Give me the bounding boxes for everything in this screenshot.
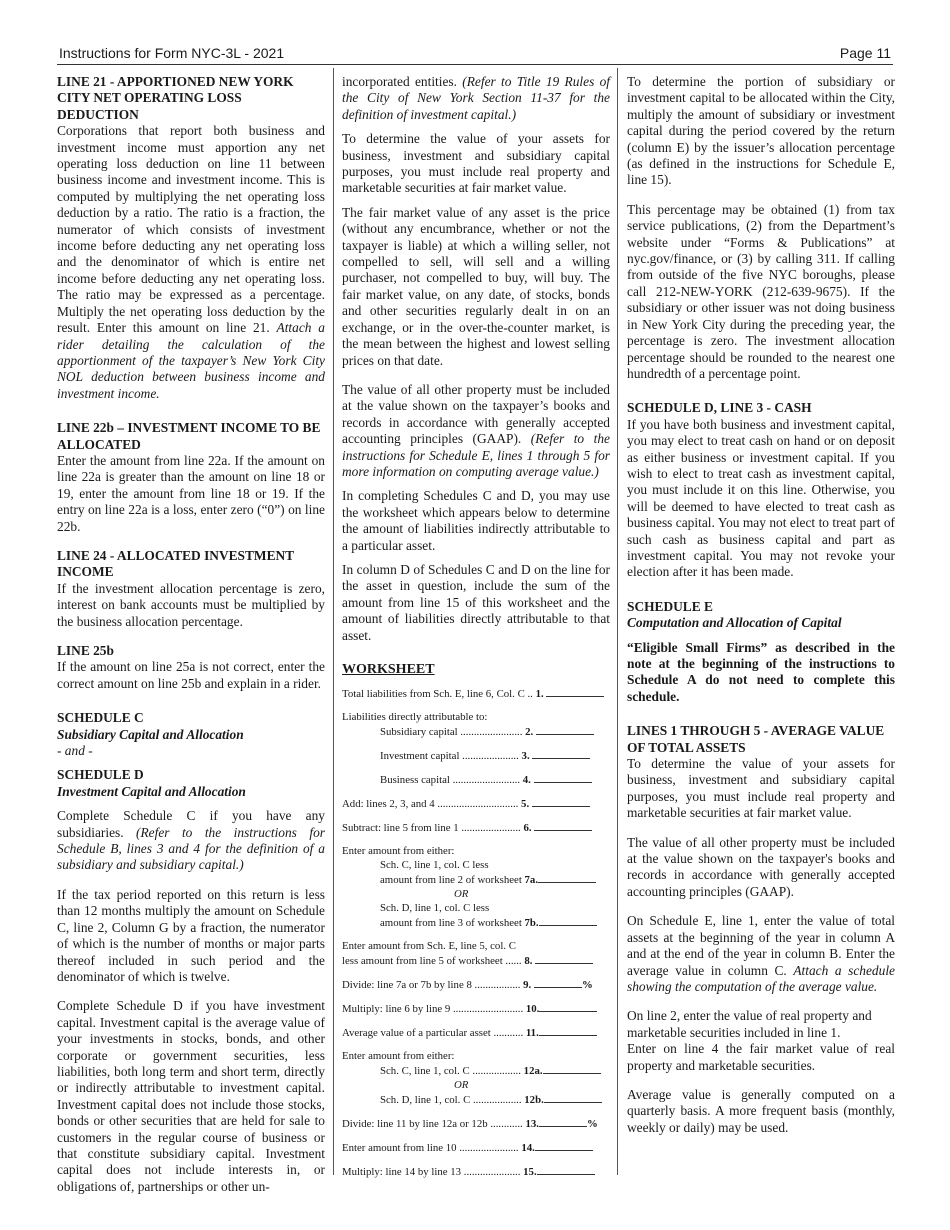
entry-line[interactable] bbox=[544, 1092, 602, 1103]
or-separator: OR bbox=[454, 888, 469, 901]
entry-line[interactable] bbox=[539, 1116, 587, 1127]
column-2 bbox=[342, 74, 610, 1188]
worksheet-row: Total liabilities from Sch. E, line 6, Col. C .. 1. bbox=[342, 686, 610, 701]
worksheet-row: Liabilities directly attributable to: bbox=[342, 711, 488, 724]
section-heading: SCHEDULE D, LINE 3 - CASH bbox=[627, 400, 812, 416]
paragraph: The fair market value of any asset is the price (without any encumbrance, whether or not the taxpayer is liable) at which a willing seller, not compelled to sell, will sell and a willing purchaser, not compelled to buy, will buy. The fair market value, on any date, of stocks, bonds and other securities regularly dealt in on an exchange, or in the over-the-counter market, is the mean between the highest and lowest selling prices on that date. bbox=[342, 204, 610, 368]
entry-line[interactable] bbox=[543, 1063, 601, 1074]
paragraph: The value of all other property must be included at the value shown on the taxpayer’s books and records in accordance with generally accepted accounting principles (GAAP). (Refer to the instructions for Schedule E, lines 1 through 5 for more information on computing average value.) bbox=[342, 381, 610, 479]
paragraph: Corporations that report both business and investment income must apportion any net operating loss deduction on line 11 between business income and investment income. This is computed by multiplying the net operating loss deduction by a ratio. The ratio is a fraction, the numerator of which consists of investment income before deducting any net operating loss and the denominator of which is entire net income before deducting any net operating loss. The ratio may be expressed as a percentage. Multiply the net operating loss deduction by the result. Enter this amount on line 21. Attach a rider detailing the calculation of the apportionment of the taxpayer’s New York City NOL deduction between business income and investment income. bbox=[57, 123, 325, 401]
entry-line[interactable] bbox=[534, 820, 592, 831]
paragraph: The value of all other property must be included at the value shown on the taxpayer's books and records in accordance with generally accepted accounting principles (GAAP). bbox=[627, 834, 895, 899]
section-subheading: Investment Capital and Allocation bbox=[57, 783, 246, 799]
entry-line[interactable] bbox=[534, 772, 592, 783]
section-heading: SCHEDULE E bbox=[627, 598, 713, 614]
entry-line[interactable] bbox=[536, 724, 594, 735]
worksheet-row: Multiply: line 14 by line 13 ..................... 15. bbox=[342, 1164, 610, 1179]
worksheet-row: Divide: line 7a or 7b by line 8 ................. 9. % bbox=[342, 979, 593, 992]
paragraph: To determine the value of your assets for business, investment and subsidiary capital purposes, you must include real property and marketable securities at fair market value. bbox=[627, 756, 895, 821]
paragraph: Enter the amount from line 22a. If the amount on line 22a is greater than the amount on line 18 or 19, enter the amount from line 18 or 19. If the entry on line 22a is a loss, enter zero (“0”) on line 22b. bbox=[57, 452, 325, 534]
column-1 bbox=[57, 74, 325, 1195]
worksheet-row: Average value of a particular asset ........... 11. bbox=[342, 1025, 610, 1040]
worksheet-title: WORKSHEET bbox=[342, 662, 435, 677]
section-heading: LINE 24 - ALLOCATED INVESTMENT INCOME bbox=[57, 547, 294, 580]
entry-line[interactable] bbox=[534, 977, 582, 988]
entry-line[interactable] bbox=[532, 796, 590, 807]
worksheet-row: Sch. C, line 1, col. C .................. 12a. bbox=[342, 1063, 610, 1078]
worksheet-row: Divide: line 11 by line 12a or 12b ............ 13. % bbox=[342, 1118, 598, 1131]
paragraph: Average value is generally computed on a quarterly basis. A more frequent basis (monthly, weekly or daily) may be used. bbox=[627, 1086, 895, 1135]
section-heading: SCHEDULE D bbox=[57, 767, 144, 783]
worksheet-row: Sch. D, line 1, col. C less amount from line 3 of worksheet 7b. bbox=[342, 901, 610, 930]
worksheet-row: Subsidiary capital ....................... 2. bbox=[342, 724, 610, 739]
paragraph: In column D of Schedules C and D on the line for the asset in question, include the sum of the amount from line 15 of this worksheet and the amount of liabilities directly attributable to that asset. bbox=[342, 561, 610, 643]
worksheet-row: Investment capital ..................... 3. bbox=[342, 748, 610, 763]
worksheet-row: Enter amount from either: bbox=[342, 1050, 455, 1063]
entry-line[interactable] bbox=[538, 872, 596, 883]
worksheet-row: Subtract: line 5 from line 1 ...................... 6. bbox=[342, 820, 610, 835]
entry-line[interactable] bbox=[535, 1140, 593, 1151]
connector-text: - and - bbox=[57, 743, 93, 759]
section-heading: LINE 25b bbox=[57, 643, 114, 658]
worksheet-row: Business capital ......................... 4. bbox=[342, 772, 610, 787]
or-separator: OR bbox=[454, 1079, 469, 1092]
column-3 bbox=[627, 74, 895, 1136]
section-heading: LINE 21 - APPORTIONED NEW YORK CITY NET OPERATING LOSS DEDUCTION bbox=[57, 74, 294, 122]
page-number: Page 11 bbox=[839, 45, 891, 61]
worksheet-row: Enter amount from line 10 ...................... 14. bbox=[342, 1140, 610, 1155]
paragraph: If the tax period reported on this return is less than 12 months multiply the amount on Schedule C, line 2, Column G by a fraction, the numerator of which is the number of months or major parts thereof included in such period and the denominator of which is twelve. bbox=[57, 886, 325, 984]
entry-line[interactable] bbox=[539, 1025, 597, 1036]
paragraph: If the investment allocation percentage is zero, interest on bank accounts must be multiplied by the business allocation percentage. bbox=[57, 580, 325, 629]
form-title: Instructions for Form NYC-3L - 2021 bbox=[59, 45, 285, 61]
paragraph: To determine the portion of subsidiary or investment capital to be allocated within the City, multiply the amount of subsidiary or investment capital during the period covered by the return (column E) by the issuer’s allocation percentage (as defined in the instructions for Schedule E, line 15). bbox=[627, 74, 895, 188]
note: “Eligible Small Firms” as described in the note at the beginning of the instructions to Schedule A do not need to complete this schedule. bbox=[627, 639, 895, 704]
paragraph: This percentage may be obtained (1) from tax service publications, (2) from the Department’s website under “Forms & Publications” at nyc.gov/finance, or (3) by calling 311. If calling from outside of the five NYC boroughs, please call 212-NEW-YORK (212-639-9675). If the subsidiary or other issuer was not doing business in New York City during the preceding year, the percentage is zero. The investment allocation percentage should be rounded to the nearest one hundredth of a percentage point. bbox=[627, 201, 895, 381]
column-divider bbox=[617, 68, 618, 1175]
paragraph: incorporated entities. (Refer to Title 19 Rules of the City of New York Section 11-37 for the definition of investment capital.) bbox=[342, 74, 610, 122]
section-subheading: Subsidiary Capital and Allocation bbox=[57, 726, 244, 742]
paragraph: To determine the value of your assets for business, investment and subsidiary capital purposes, you must include real property and marketable securities at fair market value. bbox=[342, 131, 610, 196]
paragraph: Enter on line 4 the fair market value of real property and marketable securities. bbox=[627, 1041, 895, 1073]
section-heading: LINE 22b – INVESTMENT INCOME TO BE ALLOCATED bbox=[57, 420, 321, 452]
paragraph: If you have both business and investment capital, you may elect to treat cash on hand or on deposit as either business or investment capital. If you wish to elect to treat cash as investment capital, you must include it on this line. Otherwise, you will be deemed to have elected to treat cash as business capital. You may not elect to treat part of such cash as business capital and part as investment capital. You may not revoke your election after it has been made. bbox=[627, 416, 895, 580]
worksheet-row: Enter amount from either: bbox=[342, 845, 455, 858]
paragraph: Complete Schedule C if you have any subsidiaries. (Refer to the instructions for Schedule B, lines 3 and 4 for the definition of a subsidiary and subsidiary capital.) bbox=[57, 808, 325, 873]
section-heading: SCHEDULE C bbox=[57, 710, 144, 726]
entry-line[interactable] bbox=[537, 1164, 595, 1175]
entry-line[interactable] bbox=[539, 1001, 597, 1012]
entry-line[interactable] bbox=[535, 953, 593, 964]
paragraph: On Schedule E, line 1, enter the value of total assets at the beginning of the year in column A and at the end of the year in column B. Enter the average value in column C. Attach a schedule showing the computation of the average value. bbox=[627, 913, 895, 994]
paragraph: On line 2, enter the value of real property and marketable securities included in line 1. bbox=[627, 1008, 872, 1040]
worksheet-row: Multiply: line 6 by line 9 .......................... 10. bbox=[342, 1001, 610, 1016]
entry-line[interactable] bbox=[546, 686, 604, 697]
entry-line[interactable] bbox=[539, 915, 597, 926]
worksheet-row: Add: lines 2, 3, and 4 .............................. 5. bbox=[342, 796, 610, 811]
paragraph: Complete Schedule D if you have investment capital. Investment capital is the average value of your investments in stocks, bonds, and other corporate or government securities, less liabilities, both long term and short term, directly or indirectly attributable to investment capital. Investment capital does not include those stocks, bonds or other securities that are held for sale to customers in the regular course of business or that constitute subsidiary capital. Investment capital does not include interests in, or obligations of, partnerships or other un- bbox=[57, 998, 325, 1194]
page-header bbox=[57, 44, 893, 65]
paragraph: In completing Schedules C and D, you may use the worksheet which appears below to determine the amount of liabilities indirectly attributable to a particular asset. bbox=[342, 488, 610, 553]
worksheet-row: Sch. D, line 1, col. C .................. 12b. bbox=[342, 1092, 610, 1107]
section-heading: LINES 1 THROUGH 5 - AVERAGE VALUE OF TOTAL ASSETS bbox=[627, 723, 885, 755]
worksheet-row: Sch. C, line 1, col. C less amount from line 2 of worksheet 7a. bbox=[342, 858, 610, 887]
column-divider bbox=[333, 68, 334, 1175]
worksheet-row: Enter amount from Sch. E, line 5, col. C less amount from line 5 of worksheet ...... 8. bbox=[342, 939, 610, 968]
section-subheading: Computation and Allocation of Capital bbox=[627, 615, 842, 631]
entry-line[interactable] bbox=[532, 748, 590, 759]
worksheet bbox=[342, 686, 610, 1179]
paragraph: If the amount on line 25a is not correct, enter the correct amount on line 25b and explain in a rider. bbox=[57, 659, 325, 691]
